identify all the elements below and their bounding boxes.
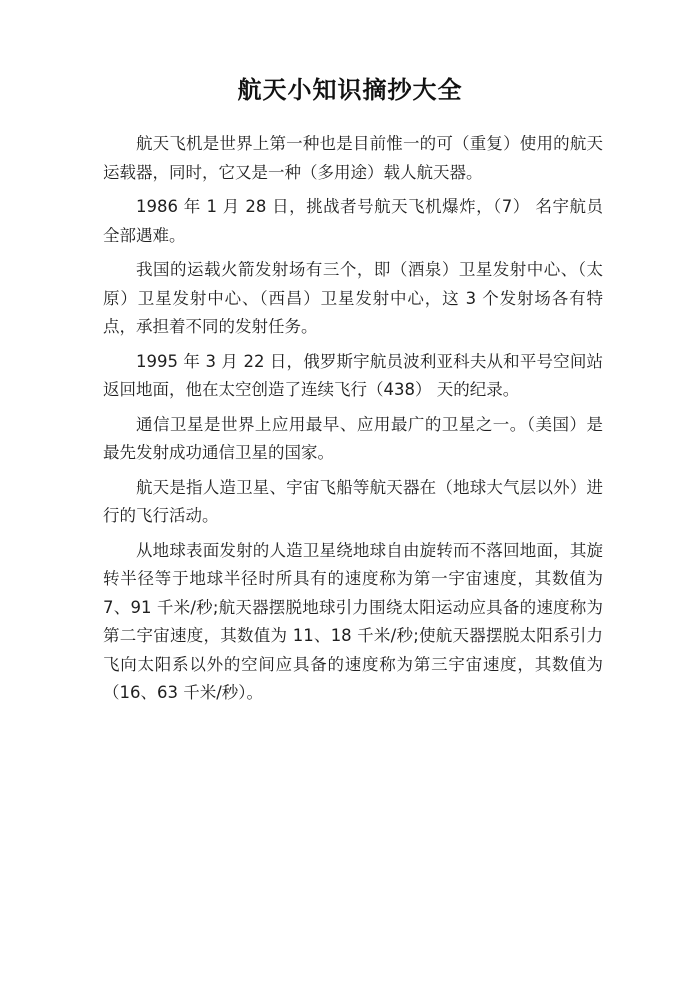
paragraph: 1995 年 3 月 22 日，俄罗斯宇航员波利亚科夫从和平号空间站返回地面，他在太空创造了连续飞行（438） 天的纪录。 (103, 351, 603, 399)
paragraph: 通信卫星是世界上应用最早、应用最广的卫星之一。（美国）是最先发射成功通信卫星的国家。 (103, 414, 603, 462)
paragraph: 航天是指人造卫星、宇宙飞船等航天器在（地球大气层以外）进行的飞行活动。 (103, 477, 603, 525)
document-body (103, 130, 603, 714)
paragraph: 从地球表面发射的人造卫星绕地球自由旋转而不落回地面，其旋转半径等于地球半径时所具有的速度称为第一宇宙速度，其数值为 7、91 千米/秒;航天器摆脱地球引力围绕太阳运动应具备的速度称为第二宇宙速度，其数值为 11、18 千米/秒;使航天器摆脱太阳系引力飞向太阳系以外的空间应具备的速度称为第三宇宙速度，其数值为（16、63 千米/秒）。 (103, 540, 603, 702)
page-title: 航天小知识摘抄大全 (237, 76, 463, 104)
paragraph: 航天飞机是世界上第一种也是目前惟一的可（重复）使用的航天运载器，同时，它又是一种（多用途）载人航天器。 (103, 134, 603, 182)
paragraph: 1986 年 1 月 28 日，挑战者号航天飞机爆炸，（7） 名宇航员全部遇难。 (103, 197, 603, 245)
paragraph: 我国的运载火箭发射场有三个，即（酒泉）卫星发射中心、（太原）卫星发射中心、（西昌）卫星发射中心，这 3 个发射场各有特点，承担着不同的发射任务。 (103, 260, 603, 336)
